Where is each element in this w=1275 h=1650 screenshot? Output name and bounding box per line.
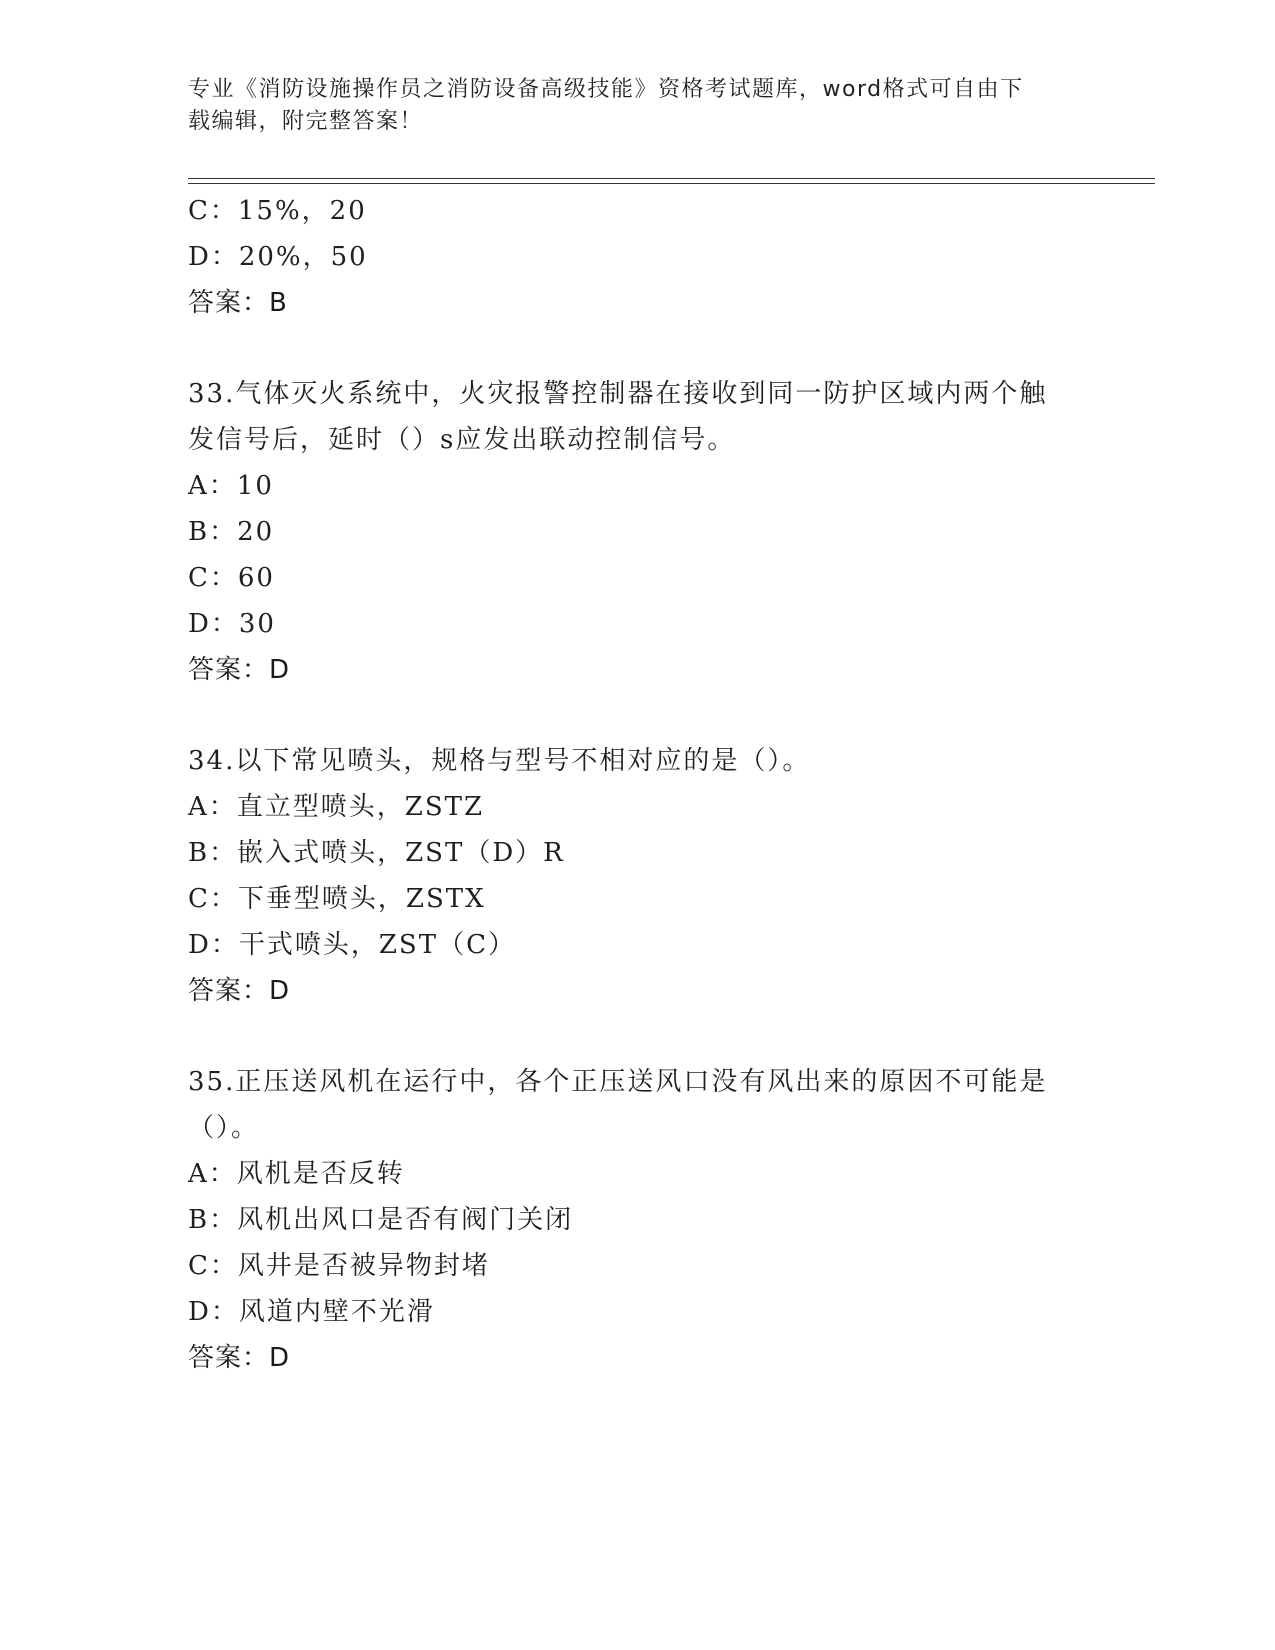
option-b: B：嵌入式喷头，ZST（D）R xyxy=(188,838,565,868)
option-d: D：20%，50 xyxy=(188,242,368,272)
header-divider-bottom xyxy=(188,183,1155,184)
question-34 xyxy=(188,738,1088,1014)
option-c: C：15%，20 xyxy=(188,196,367,226)
option-d: D：30 xyxy=(188,609,276,639)
document-header xyxy=(188,74,1068,138)
question-35 xyxy=(188,1059,1088,1381)
header-divider-top xyxy=(188,178,1155,179)
question-text-line-1: 33.气体灭火系统中，火灾报警控制器在接收到同一防护区域内两个触 xyxy=(188,379,1048,409)
option-c: C：风井是否被异物封堵 xyxy=(188,1251,490,1281)
option-d: D：风道内壁不光滑 xyxy=(188,1297,435,1327)
option-a: A：风机是否反转 xyxy=(188,1159,405,1189)
question-text-line-1: 35.正压送风机在运行中，各个正压送风口没有风出来的原因不可能是 xyxy=(188,1067,1048,1097)
header-line-1: 专业《消防设施操作员之消防设备高级技能》资格考试题库，word格式可自由下 xyxy=(188,77,1024,102)
answer: 答案：B xyxy=(188,288,288,318)
question-33 xyxy=(188,371,1088,693)
question-list xyxy=(188,188,1088,1381)
option-b: B：风机出风口是否有阀门关闭 xyxy=(188,1205,574,1235)
question-text-line-2: （）。 xyxy=(188,1113,260,1143)
question-text-line-1: 34.以下常见喷头，规格与型号不相对应的是（）。 xyxy=(188,746,811,776)
option-c: C：下垂型喷头，ZSTX xyxy=(188,884,486,914)
option-b: B：20 xyxy=(188,517,275,547)
option-a: A：直立型喷头，ZSTZ xyxy=(188,792,485,822)
option-c: C：60 xyxy=(188,563,275,593)
spacer xyxy=(188,693,1088,738)
spacer xyxy=(188,1014,1088,1059)
answer: 答案：D xyxy=(188,1343,291,1373)
header-line-2: 载编辑，附完整答案！ xyxy=(188,109,424,134)
option-d: D：干式喷头，ZST（C） xyxy=(188,930,516,960)
answer: 答案：D xyxy=(188,976,291,1006)
answer: 答案：D xyxy=(188,655,291,685)
spacer xyxy=(188,326,1088,371)
option-a: A：10 xyxy=(188,471,274,501)
question-text-line-2: 发信号后，延时（）s应发出联动控制信号。 xyxy=(188,425,736,455)
question-32-continuation xyxy=(188,188,1088,326)
